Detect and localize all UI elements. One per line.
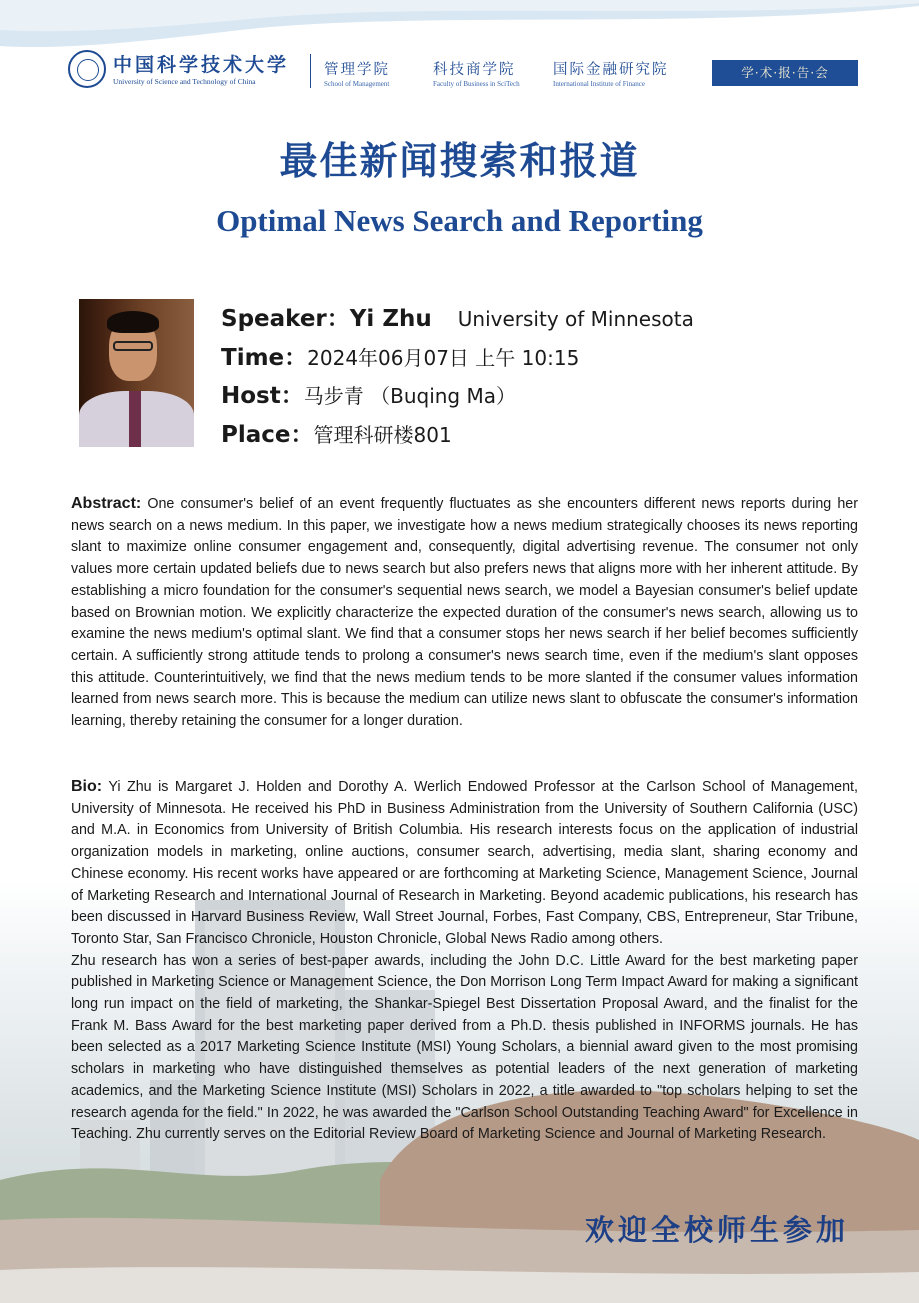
bio-paragraph-2 (71, 951, 858, 1146)
school-name-cn: 科技商学院 (433, 62, 516, 78)
host-label: Host： (221, 383, 304, 409)
host-value: 马步青 （Buqing Ma） (303, 384, 516, 408)
speaker-row (221, 300, 694, 339)
school-business-scitech (433, 58, 520, 88)
abstract-text: One consumer's belief of an event frequently fluctuates as she encounters different news reports during her news search on a news medium. In this paper, we investigate how a news medium strategically chooses its news reporting slant to maximize online consumer engagement and, consequently, digital advertising revenue. The consumer not only values more certain updated beliefs due to news search but also prefers news that aligns more with her inherent attitude. By establishing a micro foundation for the consumer's sequential news search, we model a Bayesian consumer's belief update based on Brownian motion. We explicitly characterize the expected duration of the consumer's news search, allowing us to examine the news medium's optimal slant. We find that a consumer stops her news search if her belief becomes sufficiently certain. A sufficiently strong attitude tends to prolong a consumer's news search time, even if the medium's slant opposes this attitude. Counterintuitively, we find that the news medium tends to be more slanted if the consumer values information learned from news search more. This is because the medium can utilize news slant to obfuscate the consumer's information learning, thereby retaining the consumer for a longer duration. (71, 496, 858, 730)
host-row (221, 377, 694, 416)
school-name-en: School of Management (324, 80, 390, 88)
event-info (221, 300, 694, 454)
speaker-label: Speaker： (221, 306, 350, 332)
place-label: Place： (221, 421, 314, 448)
place-row (221, 416, 694, 455)
bio-text-2: Zhu research has won a series of best-paper awards, including the John D.C. Little Award for the best marketing paper published in Marketing Science or Management Science, the Don Morrison Long Term Impact Award for making a significant long run impact on the field of marketing, the Shankar-Spiegel Best Dissertation Proposal Award, and the finalist for the Frank M. Bass Award for the best marketing paper derived from a Ph.D. thesis published in INFORMS journals. He has been selected as a 2017 Marketing Science Institute (MSI) Young Scholars, a biennial award given to the most promising scholars in marketing who have distinguished themselves as potential leaders of the next generation of marketing academics, and the Marketing Science Institute (MSI) Scholars in 2022, a title awarded to "top scholars helping to set the research agenda for the field." In 2022, he was awarded the "Carlson School Outstanding Teaching Award" for Excellence in Teaching. Zhu currently serves on the Editorial Review Board of Marketing Science and Journal of Marketing Research. (71, 952, 858, 1143)
welcome-text: 欢迎全校师生参加 (584, 1213, 849, 1247)
time-label: Time： (221, 344, 308, 371)
bio-text-1: Yi Zhu is Margaret J. Holden and Dorothy A. Werlich Endowed Professor at the Carlson School of Management, University of Minnesota. He received his PhD in Business Administration from the University of Southern California (USC) and M.A. in Economics from University of British Columbia. His research interests focus on the application of industrial organization models in marketing, online auctions, consumer search, advertising, media slant, sharing economy and Chinese economy. His recent works have appeared or are forthcoming at Marketing Science, Management Science, Journal of Marketing Research and International Journal of Research in Marketing. Beyond academic publications, his research has been discussed in Harvard Business Review, Wall Street Journal, Forbes, Fast Company, CBS, Entrepreneur, Star Tribune, Toronto Star, San Francisco Chronicle, Houston Chronicle, Global News Radio among others. (71, 779, 858, 947)
school-name-en: International Institute of Finance (553, 80, 645, 88)
bio-label: Bio: (71, 778, 103, 795)
school-finance-institute (553, 58, 669, 88)
university-name-en: University of Science and Technology of China (113, 77, 256, 86)
title-en: Optimal News Search and Reporting (216, 203, 703, 238)
university-name-cn: 中国科学技术大学 (113, 54, 290, 76)
bio (71, 776, 858, 1146)
abstract (71, 493, 858, 733)
academic-report-tag: 学·术·报·告·会 (712, 60, 858, 86)
time-row (221, 339, 694, 378)
school-name-cn: 管理学院 (324, 62, 390, 78)
place-value: 管理科研楼801 (313, 422, 452, 447)
school-name-en: Faculty of Business in SciTech (433, 80, 520, 88)
title-cn: 最佳新闻搜索和报道 (279, 138, 640, 183)
speaker-photo (79, 299, 194, 447)
header (0, 44, 919, 94)
school-management (324, 58, 390, 88)
header-divider (310, 54, 311, 88)
speaker-affiliation: University of Minnesota (457, 307, 694, 331)
speaker-name: Yi Zhu (349, 306, 432, 332)
university-seal-icon (68, 50, 106, 88)
school-name-cn: 国际金融研究院 (553, 62, 669, 78)
abstract-label: Abstract: (71, 495, 142, 512)
time-value: 2024年06月07日 上午 10:15 (307, 345, 580, 370)
bio-paragraph-1 (71, 776, 858, 951)
